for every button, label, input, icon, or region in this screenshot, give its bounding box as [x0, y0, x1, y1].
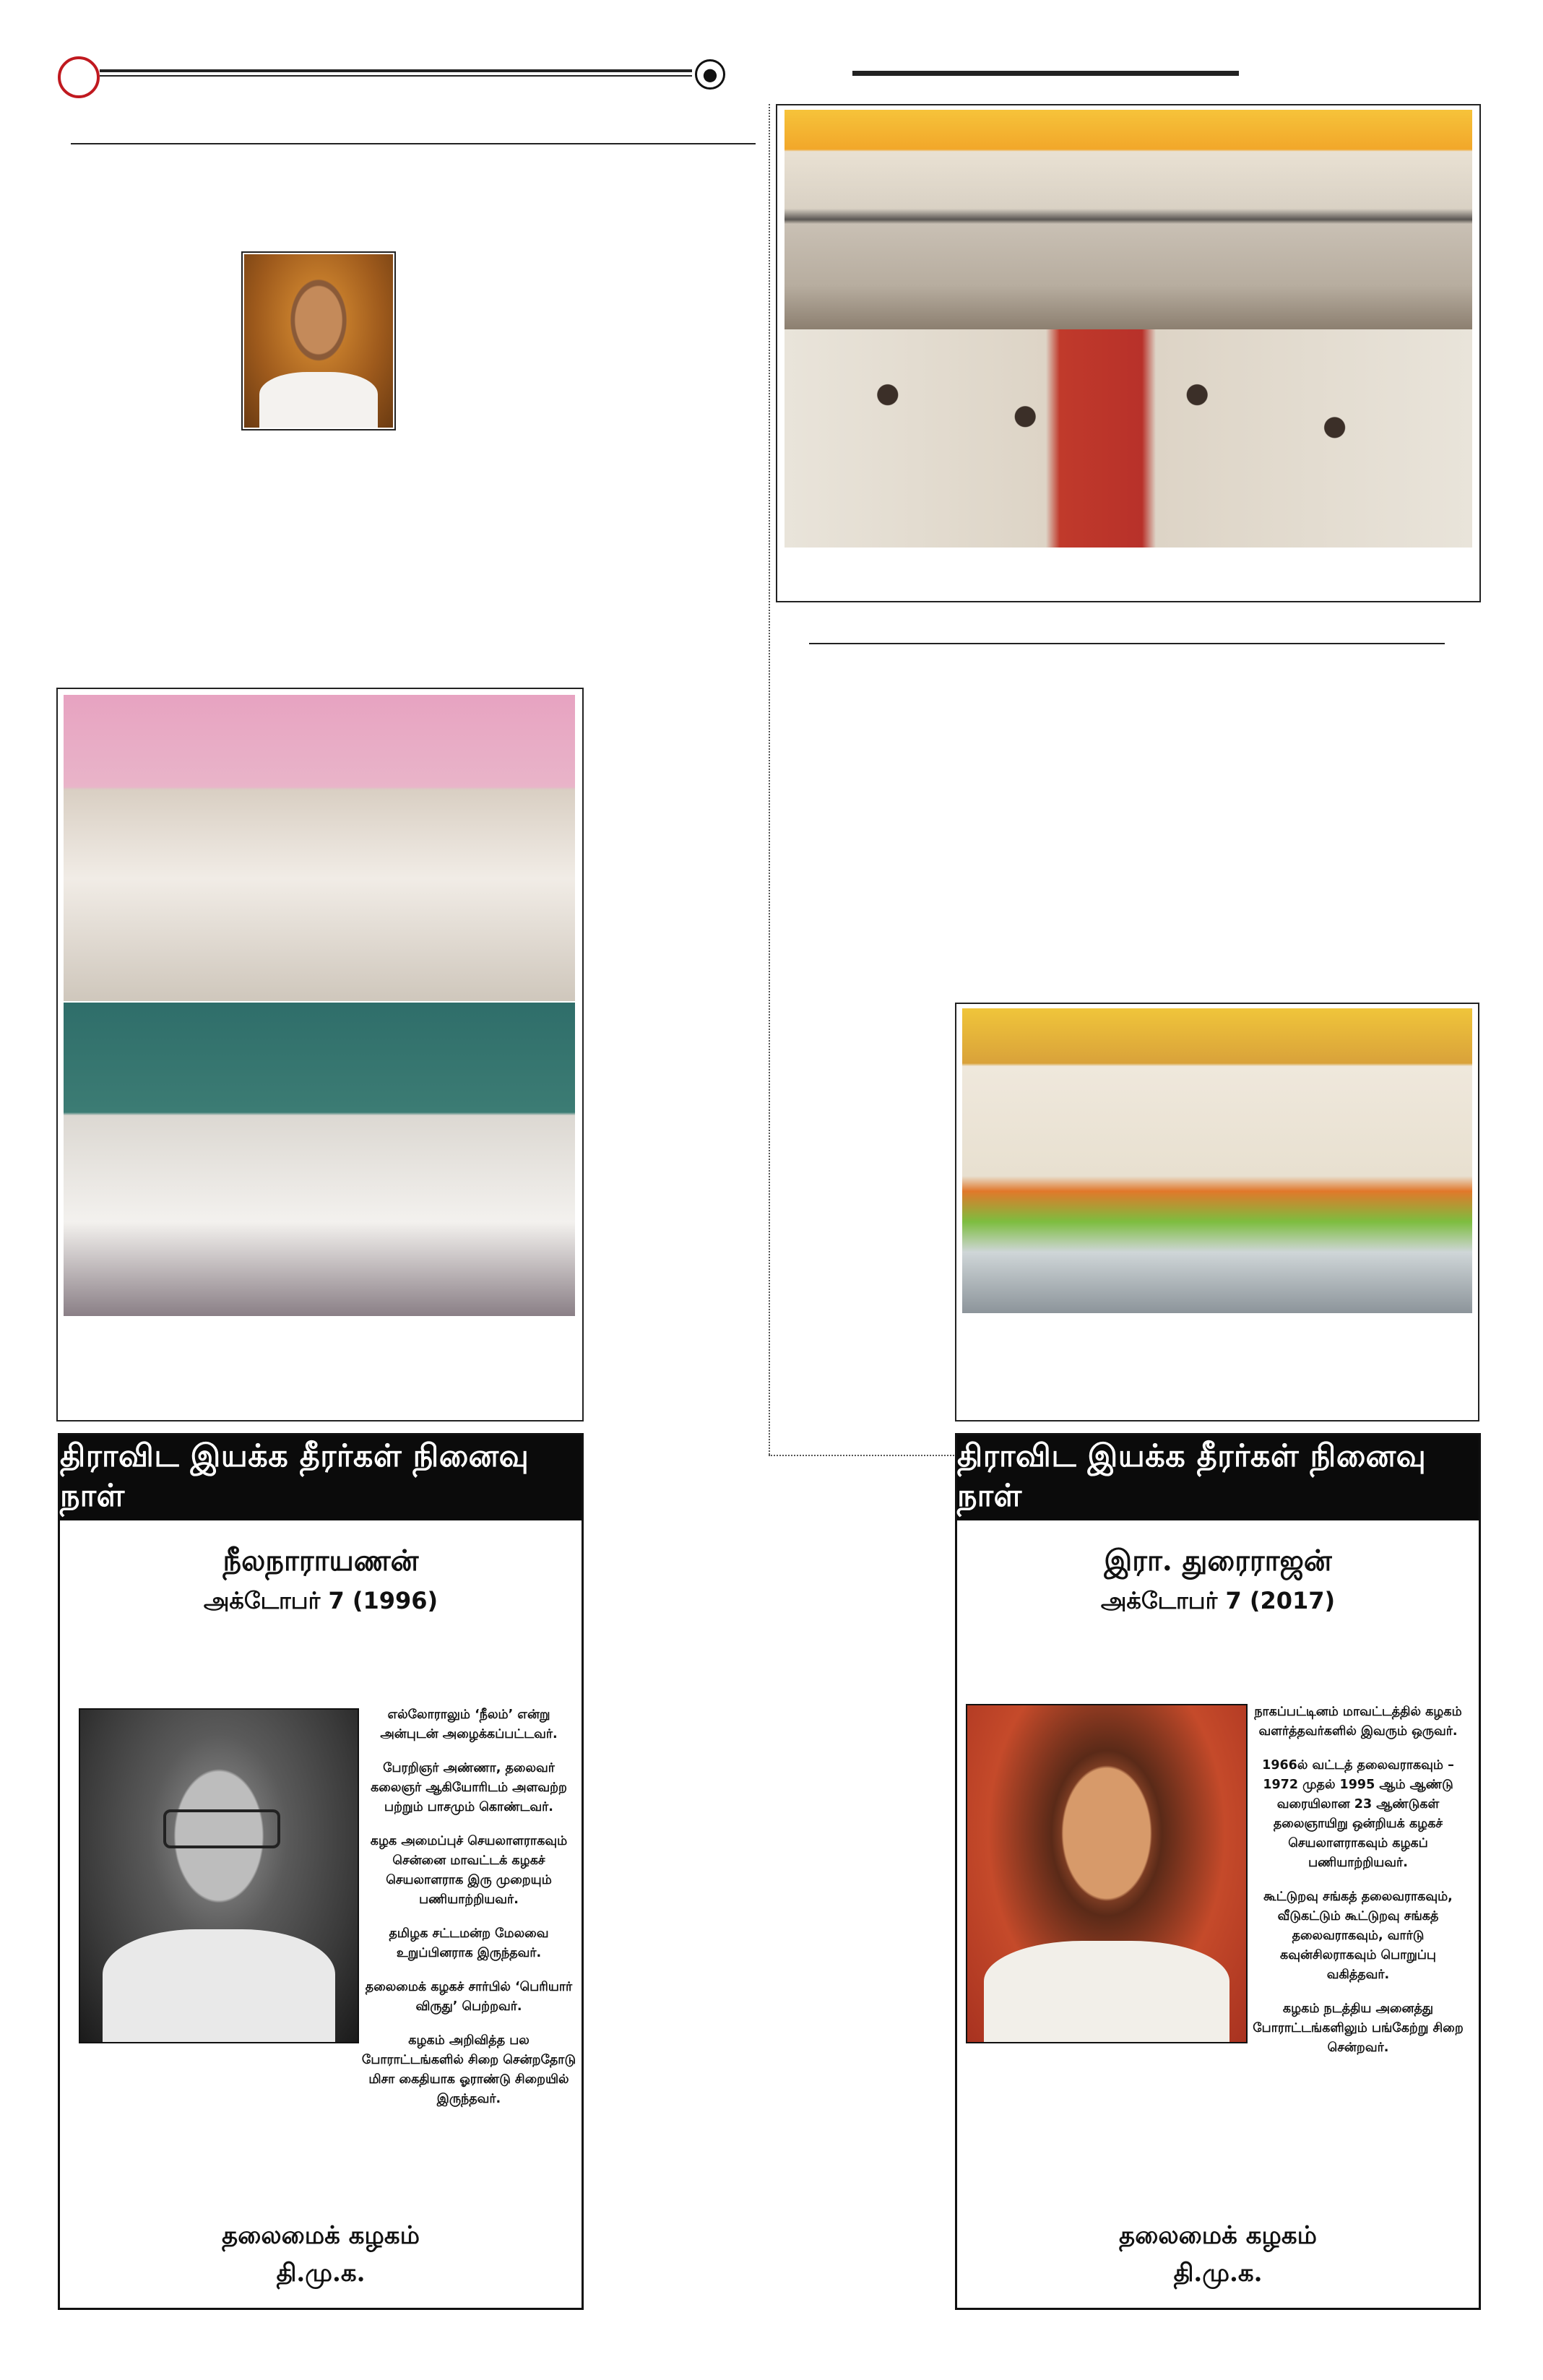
bio-paragraph: பேரறிஞர் அண்ணா, தலைவர் கலைஞர் ஆகியோரிடம் அளவற்ற பற்றும் பாசமும் கொண்டவர். — [371, 1761, 567, 1814]
bio-paragraph: நாகப்பட்டினம் மாவட்டத்தில் கழகம் வளர்த்தவர்களில் இவரும் ஒருவர். — [1254, 1705, 1462, 1739]
meeting-stage-photo — [785, 110, 1472, 329]
masthead-rule-thin — [100, 75, 692, 77]
bio-paragraph: 1966ல் வட்டத் தலைவராகவும் – 1972 முதல் 1995 ஆம் ஆண்டு வரையிலான 23 ஆண்டுகள் தலைஞாயிறு ஒன்றியக் கழகச் செயலாளராகவும் கழகப் பணியாற்றியவர். — [1262, 1758, 1454, 1870]
memorial-header: திராவிட இயக்க தீரர்கள் நினைவு நாள் — [957, 1435, 1479, 1520]
masthead-rule-right — [852, 71, 1239, 76]
footer-org: தலைமைக் கழகம் — [1119, 2221, 1317, 2250]
home-visit-photo-top — [64, 695, 575, 1001]
memorial-portrait — [79, 1708, 359, 2043]
memorial-portrait — [966, 1704, 1248, 2043]
memorial-date: அக்டோபர் 7 (1996) — [203, 1587, 438, 1614]
funeral-tribute-photo — [962, 1008, 1472, 1313]
memorial-date: அக்டோபர் 7 (2017) — [1100, 1587, 1336, 1614]
portrait-photo — [244, 254, 393, 428]
bio-paragraph: எல்லோராலும் ‘நீலம்’ என்று அன்புடன் அழைக்கப்பட்டவர். — [380, 1708, 558, 1741]
bio-paragraph: தலைமைக் கழகச் சார்பில் ‘பெரியார் விருது’ பெற்றவர். — [365, 1980, 573, 2014]
bio-paragraph: கழகம் அறிவித்த பல போராட்டங்களில் சிறை சென்றதோடு மிசா கைதியாக ஓராண்டு சிறையில் இருந்தவர். — [361, 2033, 576, 2106]
party-logo-icon — [58, 56, 100, 98]
bio-paragraph: கூட்டுறவு சங்கத் தலைவராகவும், வீடுகட்டும் கூட்டுறவு சங்கத் தலைவராகவும், வார்டு கவுன்சிலராகவும் பொறுப்பு வகித்தவர். — [1263, 1890, 1453, 1982]
right-column-rule — [809, 643, 1445, 644]
memorial-biography — [360, 1705, 577, 2124]
left-column-rule — [71, 143, 756, 144]
bio-paragraph: கழகம் நடத்திய அனைத்து போராட்டங்களிலும் பங்கேற்று சிறை சென்றவர். — [1253, 2002, 1464, 2055]
memorial-header: திராவிட இயக்க தீரர்கள் நினைவு நாள் — [60, 1435, 582, 1520]
memorial-box-duraijan — [955, 1433, 1481, 2310]
memorial-biography — [1249, 1702, 1467, 2072]
bio-paragraph: தமிழக சட்டமன்ற மேலவை உறுப்பினராக இருந்தவர். — [389, 1926, 549, 1960]
meeting-crowd-photo — [785, 329, 1472, 548]
column-divider — [769, 104, 770, 1455]
memorial-footer — [957, 2217, 1479, 2292]
footer-party: தி.மு.க. — [1173, 2259, 1263, 2288]
memorial-box-neelanarayanan — [58, 1433, 584, 2310]
elephant-emblem-icon: ● — [695, 59, 725, 90]
masthead-rule — [100, 69, 692, 72]
memorial-name: நீலநாராயணன் — [222, 1544, 419, 1578]
column-divider-bottom — [769, 1455, 956, 1456]
footer-party: தி.மு.க. — [276, 2259, 366, 2288]
home-visit-photo-bottom — [64, 1003, 575, 1316]
memorial-footer — [60, 2217, 582, 2292]
bio-paragraph: கழக அமைப்புச் செயலாளராகவும் சென்னை மாவட்டக் கழகச் செயலாளராக இரு முறையும் பணியாற்றியவர். — [370, 1834, 568, 1907]
footer-org: தலைமைக் கழகம் — [222, 2221, 420, 2250]
memorial-name: இரா. துரைராஜன் — [1104, 1544, 1332, 1578]
